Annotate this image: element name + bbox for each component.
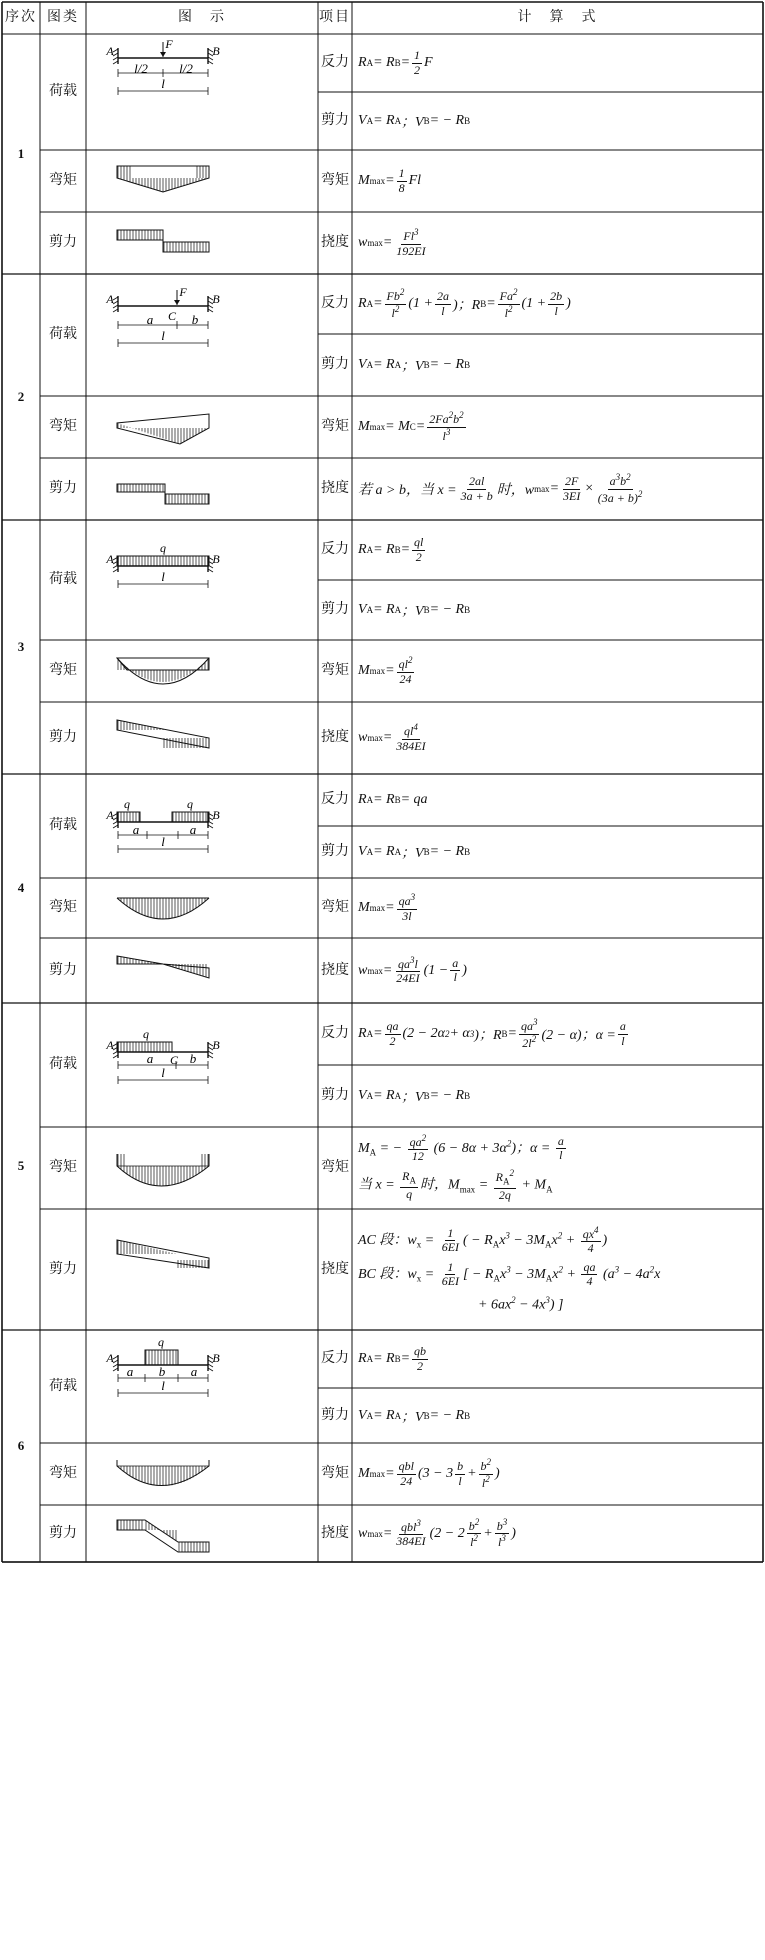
- label-A: A: [106, 552, 114, 566]
- item-deflection: 挠度: [321, 235, 349, 251]
- label-a: a: [146, 312, 154, 327]
- item-deflection: 挠度: [321, 962, 349, 978]
- item-reaction: 反力: [321, 542, 349, 558]
- formula-shear: V A = R A ；V B = − R B: [358, 1088, 471, 1105]
- label-A: A: [106, 1038, 114, 1052]
- case-number: 6: [17, 1437, 25, 1453]
- label-B: B: [212, 292, 220, 306]
- row-type-moment: 弯矩: [49, 1466, 77, 1482]
- formula-shear: V A = R A ；V B = − R B: [358, 1407, 471, 1425]
- label-q: q: [160, 541, 166, 555]
- label-a: a: [132, 822, 140, 837]
- label-F: F: [179, 285, 187, 299]
- item-moment: 弯矩: [321, 1160, 349, 1176]
- label-F: F: [165, 37, 173, 51]
- row-type-load: 荷载: [49, 818, 77, 834]
- label-l: l: [161, 1065, 165, 1080]
- item-deflection: 挠度: [321, 730, 349, 746]
- formula-shear: V A = R A ；V B = − R B: [358, 113, 471, 130]
- label-A: A: [106, 1351, 114, 1365]
- label-b: b: [158, 1364, 166, 1379]
- item-shear: 剪力: [321, 1088, 349, 1104]
- label-a: a: [190, 1364, 198, 1379]
- formula-moment: M max = $\frac{\text{qbl}}{24}$ (3 − 3 $\frac{b}{l}$ + $\frac{b^2}{l^2}$ ): [358, 1457, 500, 1490]
- row-type-load: 荷载: [49, 327, 77, 343]
- formula-shear: V A = R A ；V B = − R B: [358, 357, 471, 374]
- formula-deflection: w max = $\frac{ql^4}{384EI}$: [358, 722, 426, 753]
- item-deflection: 挠度: [321, 481, 349, 497]
- formula-reaction: R A = $\frac{qa}{2}$ (2 − 2α 2 + α 3 )；R B = $\frac{qa^3}{2l^2}$ (2 − α)；α = $\frac{a}{l}$: [358, 1017, 626, 1050]
- formula-moment: M max = $\frac{ql^2}{24}$: [358, 655, 413, 686]
- label-A: A: [106, 808, 114, 822]
- label-B: B: [212, 1351, 220, 1365]
- row-type-shear: 剪力: [49, 235, 77, 251]
- formula-deflection: w max = $\frac{qbl^3}{384EI}$ (2 − 2 $\frac{b^2}{l^2}$ + $\frac{b^3}{l^3}$ ): [358, 1516, 516, 1549]
- case-number: 3: [17, 638, 25, 654]
- formula-deflection: 若 a > b，当 x = $\frac{2al}{3a + b}$ 时，w max = $\frac{2F}{3EI}$ × $\frac{a^3b^2}{(3a + b)^2}$: [358, 472, 643, 505]
- label-A: A: [106, 292, 114, 306]
- row-type-shear: 剪力: [49, 481, 77, 497]
- item-reaction: 反力: [321, 1026, 349, 1042]
- case-number: 2: [17, 388, 25, 404]
- case-number: 5: [17, 1158, 25, 1174]
- item-shear: 剪力: [321, 113, 349, 129]
- label-A: A: [106, 44, 114, 58]
- label-b: b: [191, 312, 199, 327]
- row-type-moment: 弯矩: [49, 663, 77, 679]
- label-l: l: [161, 328, 165, 343]
- row-type-moment: 弯矩: [49, 173, 77, 189]
- case-number: 4: [17, 880, 25, 896]
- formula-moment: M max = $\frac{qa^3}{3l}$: [358, 892, 416, 923]
- formula-reaction: R A = $\frac{Fb^2}{l^2}$ (1 + $\frac{2a}{l}$ )；R B = $\frac{Fa^2}{l^2}$ (1 + $\frac{2b}{l}$ ): [358, 287, 571, 320]
- formula-deflection: w max = $\frac{Fl^3}{192EI}$: [358, 227, 426, 258]
- label-q: q: [124, 797, 130, 811]
- header-diagram: 图 示: [178, 10, 226, 26]
- item-deflection: 挠度: [321, 1525, 349, 1541]
- formula-reaction: R A = R B = $\frac{1}{2}$ F: [358, 48, 433, 77]
- label-l: l: [161, 1378, 165, 1393]
- item-moment: 弯矩: [321, 1466, 349, 1482]
- formula-shear: V A = R A ；V B = − R B: [358, 602, 471, 619]
- row-type-shear: 剪力: [49, 1261, 77, 1277]
- row-type-moment: 弯矩: [49, 1160, 77, 1176]
- formula-moment: M max = M C = $\frac{2Fa^2b^2}{l^3}$: [358, 410, 464, 443]
- header-item: 项目: [319, 10, 351, 26]
- label-l: l: [161, 834, 165, 849]
- label-a: a: [126, 1364, 134, 1379]
- label-B: B: [212, 44, 220, 58]
- row-type-load: 荷载: [49, 1378, 77, 1394]
- formula-deflection: AC 段：$w_x$ = $\frac{1}{6EI}$ ( − $R_Ax^3 - 3M_Ax^2$ + $\frac{qx^4}{4}$ ) BC 段：$w_x$ = $\frac{1}{6EI}$ [ − $R_Ax^3 - 3M_Ax^2$ + $\frac{qa}{4}$ ($a^3 - 4a^2x$ + $6ax^2 - 4x^3$) ]: [358, 1224, 661, 1313]
- label-B: B: [212, 552, 220, 566]
- row-type-shear: 剪力: [49, 1525, 77, 1541]
- item-reaction: 反力: [321, 792, 349, 808]
- label-B: B: [212, 1038, 220, 1052]
- formula-moment: M max = $\frac{1}{8}$ Fl: [358, 166, 422, 195]
- label-q: q: [158, 1335, 164, 1349]
- label-B: B: [212, 808, 220, 822]
- item-shear: 剪力: [321, 844, 349, 860]
- item-deflection: 挠度: [321, 1261, 349, 1277]
- label-C: C: [167, 309, 177, 323]
- formula-shear: V A = R A ；V B = − R B: [358, 844, 471, 861]
- label-q: q: [143, 1027, 149, 1041]
- label-q: q: [187, 797, 193, 811]
- item-moment: 弯矩: [321, 173, 349, 189]
- item-reaction: 反力: [321, 1351, 349, 1367]
- row-type-load: 荷载: [49, 1057, 77, 1073]
- row-type-moment: 弯矩: [49, 419, 77, 435]
- case-number: 1: [17, 145, 25, 161]
- label-l: l: [161, 569, 165, 584]
- formula-reaction: R A = R B = qa: [358, 792, 428, 807]
- label-half-l: l/2: [179, 61, 193, 76]
- label-a: a: [189, 822, 197, 837]
- label-b: b: [189, 1051, 197, 1066]
- item-shear: 剪力: [321, 602, 349, 618]
- label-l: l: [161, 76, 165, 91]
- row-type-shear: 剪力: [49, 962, 77, 978]
- item-shear: 剪力: [321, 1407, 349, 1423]
- formula-reaction: R A = R B = $\frac{ql}{2}$: [358, 535, 424, 564]
- item-shear: 剪力: [321, 357, 349, 373]
- label-a: a: [146, 1051, 154, 1066]
- item-reaction: 反力: [321, 55, 349, 71]
- item-moment: 弯矩: [321, 900, 349, 916]
- label-half-l: l/2: [134, 61, 148, 76]
- header-no: 序次: [5, 10, 37, 26]
- item-moment: 弯矩: [321, 419, 349, 435]
- item-reaction: 反力: [321, 296, 349, 312]
- formula-moment: $M_A$ = − $\frac{qa^2}{12}$ $(6 - 8\alpha + 3\alpha^2)$；α = $\frac{a}{l}$ 当 x = $\frac{R_A}{q}$ 时，$M_{max}$ = $\frac{R_A^2}{2q}$ + $M_A$: [358, 1133, 564, 1202]
- formula-deflection: w max = $\frac{qa^3l}{24EI}$ (1 − $\frac{a}{l}$ ): [358, 954, 467, 985]
- item-moment: 弯矩: [321, 663, 349, 679]
- header-formula: 计 算 式: [517, 10, 598, 26]
- formula-reaction: R A = R B = $\frac{qb}{2}$: [358, 1344, 427, 1373]
- row-type-load: 荷载: [49, 84, 77, 100]
- label-C: C: [169, 1053, 179, 1067]
- row-type-moment: 弯矩: [49, 900, 77, 916]
- row-type-load: 荷载: [49, 572, 77, 588]
- row-type-shear: 剪力: [49, 730, 77, 746]
- header-type: 图类: [47, 10, 79, 26]
